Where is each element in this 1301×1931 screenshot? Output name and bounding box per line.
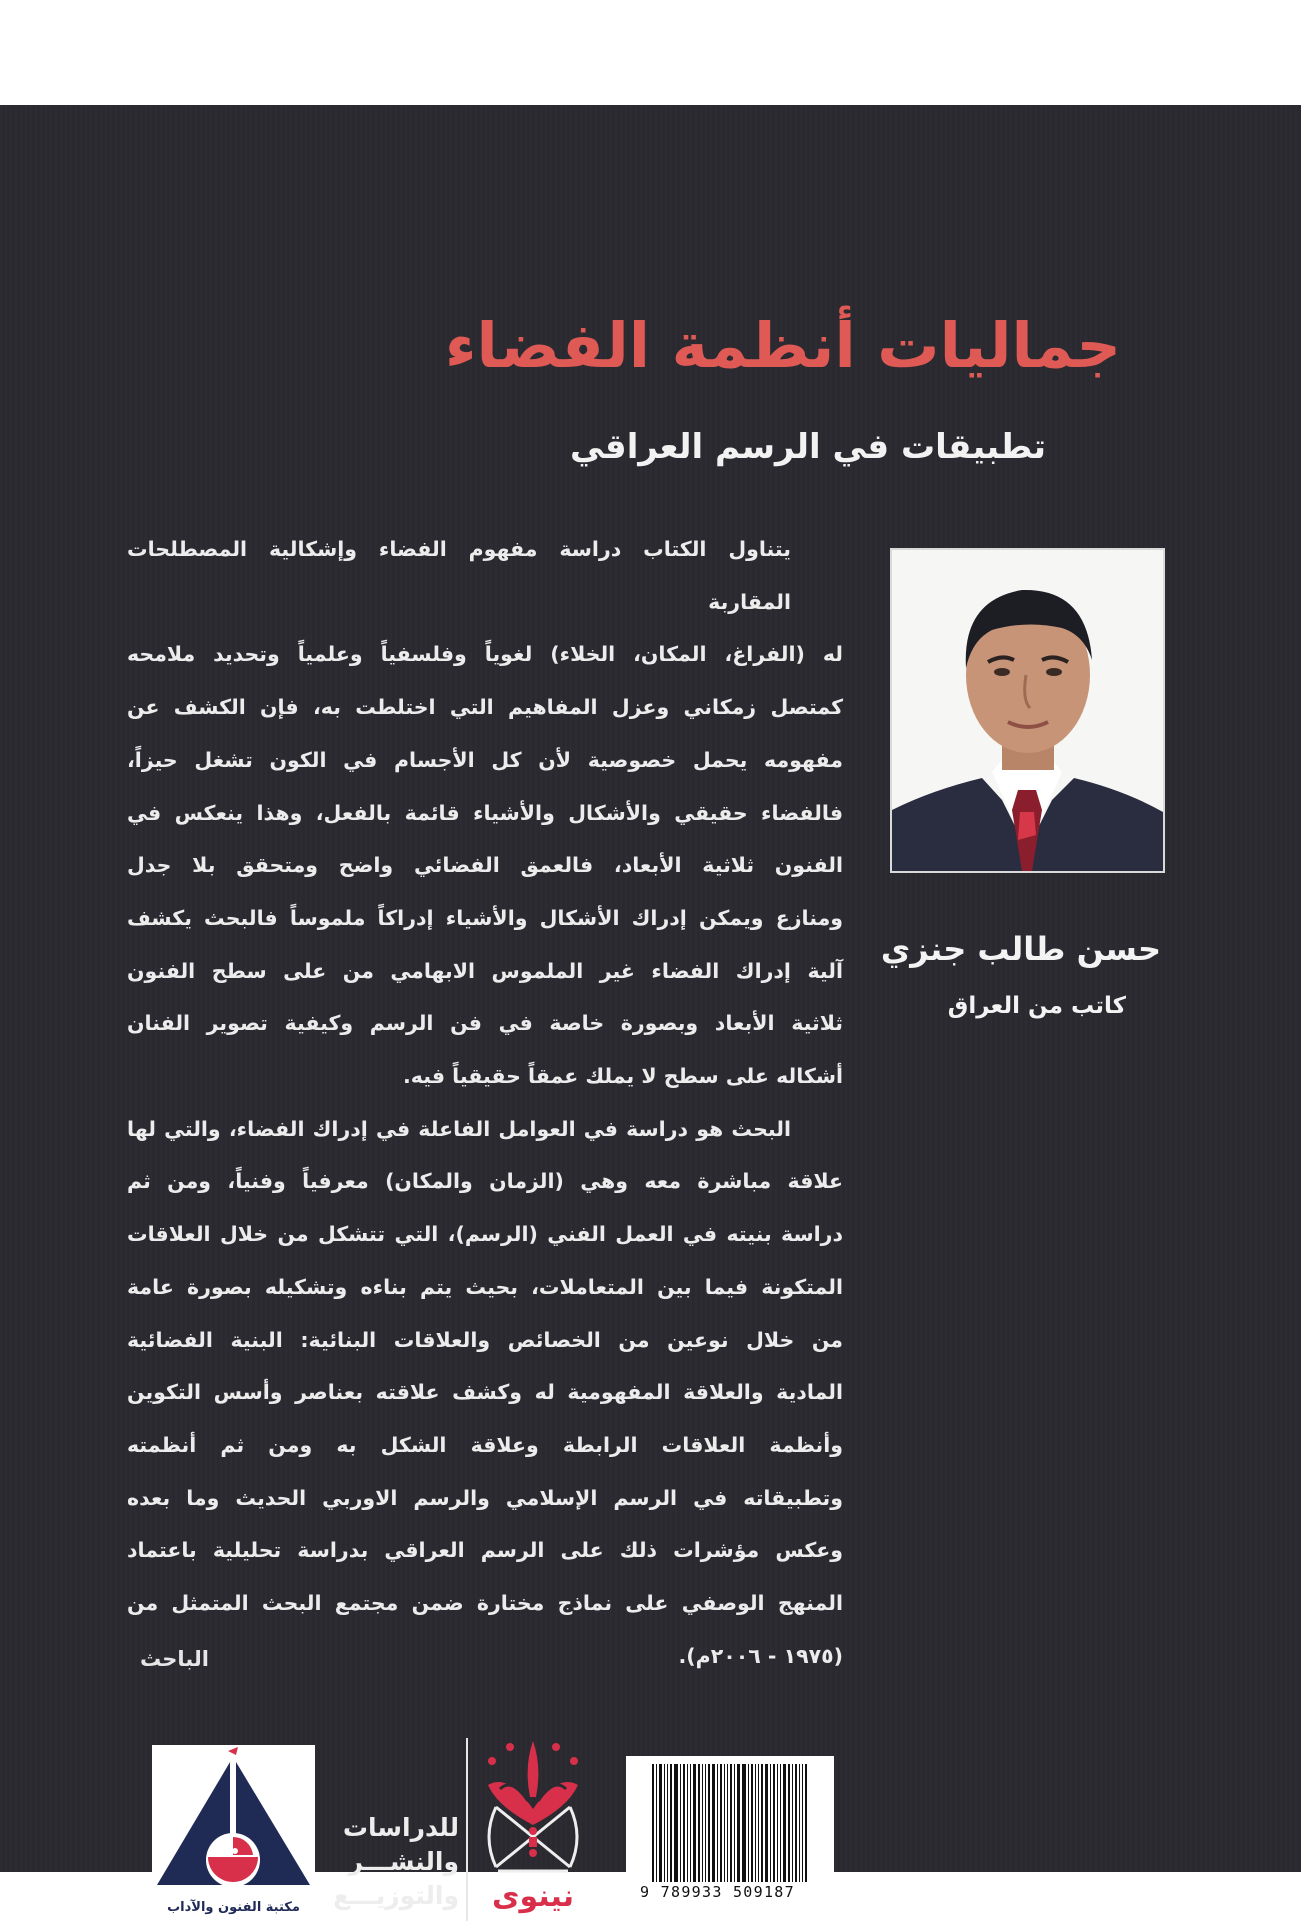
barcode-bar (724, 1764, 725, 1882)
barcode-bar (742, 1764, 746, 1882)
barcode-bar (727, 1764, 728, 1882)
barcode-bar (712, 1764, 715, 1882)
barcode-bar (702, 1764, 703, 1882)
barcode-bar (777, 1764, 778, 1882)
publisher-tagline (333, 1811, 459, 1913)
barcode-bar (690, 1764, 691, 1882)
barcode-bar (670, 1764, 672, 1882)
barcode-bar (687, 1764, 688, 1882)
blurb-line: وأنظمة العلاقات الرابطة وعلاقة الشكل به ومن ثم أنظمته (127, 1432, 843, 1457)
barcode-bar (758, 1764, 759, 1882)
publisher-line: للدراسات (342, 1813, 459, 1842)
book-back-cover (0, 105, 1301, 1915)
library-triangle-emblem (152, 1745, 315, 1895)
blurb-line: آلية إدراك الفضاء غير الملموس الابهامي من على سطح الفنون (127, 958, 843, 983)
barcode-bar (773, 1764, 775, 1882)
barcode-bar (656, 1764, 657, 1882)
blurb-line: (١٩٧٥ - ٢٠٠٦م). (678, 1643, 843, 1668)
barcode-bar (780, 1764, 781, 1882)
barcode-bar (664, 1764, 665, 1882)
barcode-bar (674, 1764, 678, 1882)
barcode-bar (705, 1764, 706, 1882)
barcode-bar (717, 1764, 718, 1882)
barcode-bar (802, 1764, 803, 1882)
ninawa-publisher-logo (478, 1737, 588, 1927)
barcode-bar (737, 1764, 740, 1882)
barcode-bar (751, 1764, 753, 1882)
blurb-line: مفهومه يحمل خصوصية لأن كل الأجسام في الكون تشغل حيزاً، (127, 747, 843, 772)
library-logo (152, 1745, 315, 1917)
blurb-paragraph-2 (127, 1103, 843, 1683)
blurb-line: ومنازع ويمكن إدراك الأشكال والأشياء إدراكاً ملموساً فالبحث يكشف (127, 905, 843, 930)
barcode-bar (795, 1764, 797, 1882)
blurb-line: فالفضاء حقيقي والأشكال والأشياء قائمة بالفعل، وهذا ينعكس في (127, 800, 843, 825)
barcode-bar (659, 1764, 662, 1882)
blurb-line: الفنون ثلاثية الأبعاد، فالعمق الفضائي واضح ومتحقق بلا جدل (127, 853, 843, 878)
publisher-line: والنشـــر (348, 1847, 459, 1876)
barcode-bar (792, 1764, 793, 1882)
barcode-bar (683, 1764, 685, 1882)
isbn-barcode (626, 1756, 834, 1912)
signature: الباحث (140, 1647, 209, 1671)
blurb-line: وعكس مؤشرات ذلك على الرسم العراقي بدراسة تحليلية باعتماد (127, 1538, 843, 1563)
barcode-bar (770, 1764, 771, 1882)
barcode-bar (698, 1764, 700, 1882)
barcode-bar (652, 1764, 654, 1882)
blurb-line: وتطبيقاته في الرسم الإسلامي والرسم الاوربي الحديث وما بعده (127, 1485, 843, 1510)
author-portrait-illustration (892, 550, 1163, 871)
blurb-line: دراسة بنيته في العمل الفني (الرسم)، التي تتشكل من خلال العلاقات (127, 1222, 843, 1247)
blurb-line: المتكونة فيما بين المتعاملات، بحيث يتم بناءه وتشكيله بصورة عامة (127, 1274, 843, 1299)
barcode-bar (734, 1764, 735, 1882)
barcode-bar (799, 1764, 800, 1882)
barcode-bar (693, 1764, 696, 1882)
ninawa-wordmark: نينوى (491, 1879, 575, 1914)
blurb-line: كمتصل زمكاني وعزل المفاهيم التي اختلطت به، فإن الكشف عن (127, 695, 843, 720)
barcode-bar (765, 1764, 768, 1882)
blurb-line: له (الفراغ، المكان، الخلاء) لغوياً وفلسفياً وعلمياً وتحديد ملامحه (127, 642, 843, 667)
barcode-bar (761, 1764, 763, 1882)
library-name: مكتبة الفنون والآداب (167, 1900, 300, 1915)
blurb-paragraph-1 (127, 523, 843, 1103)
author-origin: كاتب من العراق (947, 993, 1126, 1019)
author-photo (890, 548, 1165, 873)
barcode-bar (783, 1764, 786, 1882)
blurb-line: المنهج الوصفي على نماذج مختارة ضمن مجتمع البحث المتمثل من (127, 1591, 843, 1616)
barcode-bar (730, 1764, 732, 1882)
barcode-bar (720, 1764, 722, 1882)
barcode-bar (755, 1764, 756, 1882)
barcode-bars (652, 1764, 820, 1882)
blurb-line: أشكاله على سطح لا يملك عمقاً حقيقياً فيه. (403, 1064, 843, 1089)
blurb-line: يتناول الكتاب دراسة مفهوم الفضاء وإشكالية المصطلحات المقاربة (127, 537, 791, 614)
barcode-bar (748, 1764, 749, 1882)
barcode-bar (708, 1764, 710, 1882)
blurb-line: المادية والعلاقة المفهومية له وكشف علاقته بعناصر وأسس التكوين (127, 1380, 843, 1405)
publisher-divider (466, 1738, 468, 1921)
barcode-bar (667, 1764, 668, 1882)
isbn-number: 9 789933 509187 (640, 1883, 795, 1901)
author-name: حسن طالب جنزي (880, 930, 1161, 968)
blurb-text (127, 523, 843, 1682)
book-subtitle: تطبيقات في الرسم العراقي (570, 427, 1046, 467)
barcode-bar (788, 1764, 790, 1882)
book-title: جماليات أنظمة الفضاء (444, 309, 1121, 382)
publisher-line: والتوزيـــع (333, 1881, 459, 1910)
blurb-line: من خلال نوعين من الخصائص والعلاقات البنائية: البنية الفضائية (127, 1327, 843, 1352)
barcode-bar (805, 1764, 807, 1882)
blurb-line: ثلاثية الأبعاد وبصورة خاصة في فن الرسم وكيفية تصوير الفنان (127, 1011, 843, 1036)
blurb-line: علاقة مباشرة معه وهي (الزمان والمكان) معرفياً وفنياً، ومن ثم (127, 1169, 843, 1194)
blurb-line: البحث هو دراسة في العوامل الفاعلة في إدراك الفضاء، والتي لها (127, 1116, 791, 1141)
barcode-bar (680, 1764, 681, 1882)
